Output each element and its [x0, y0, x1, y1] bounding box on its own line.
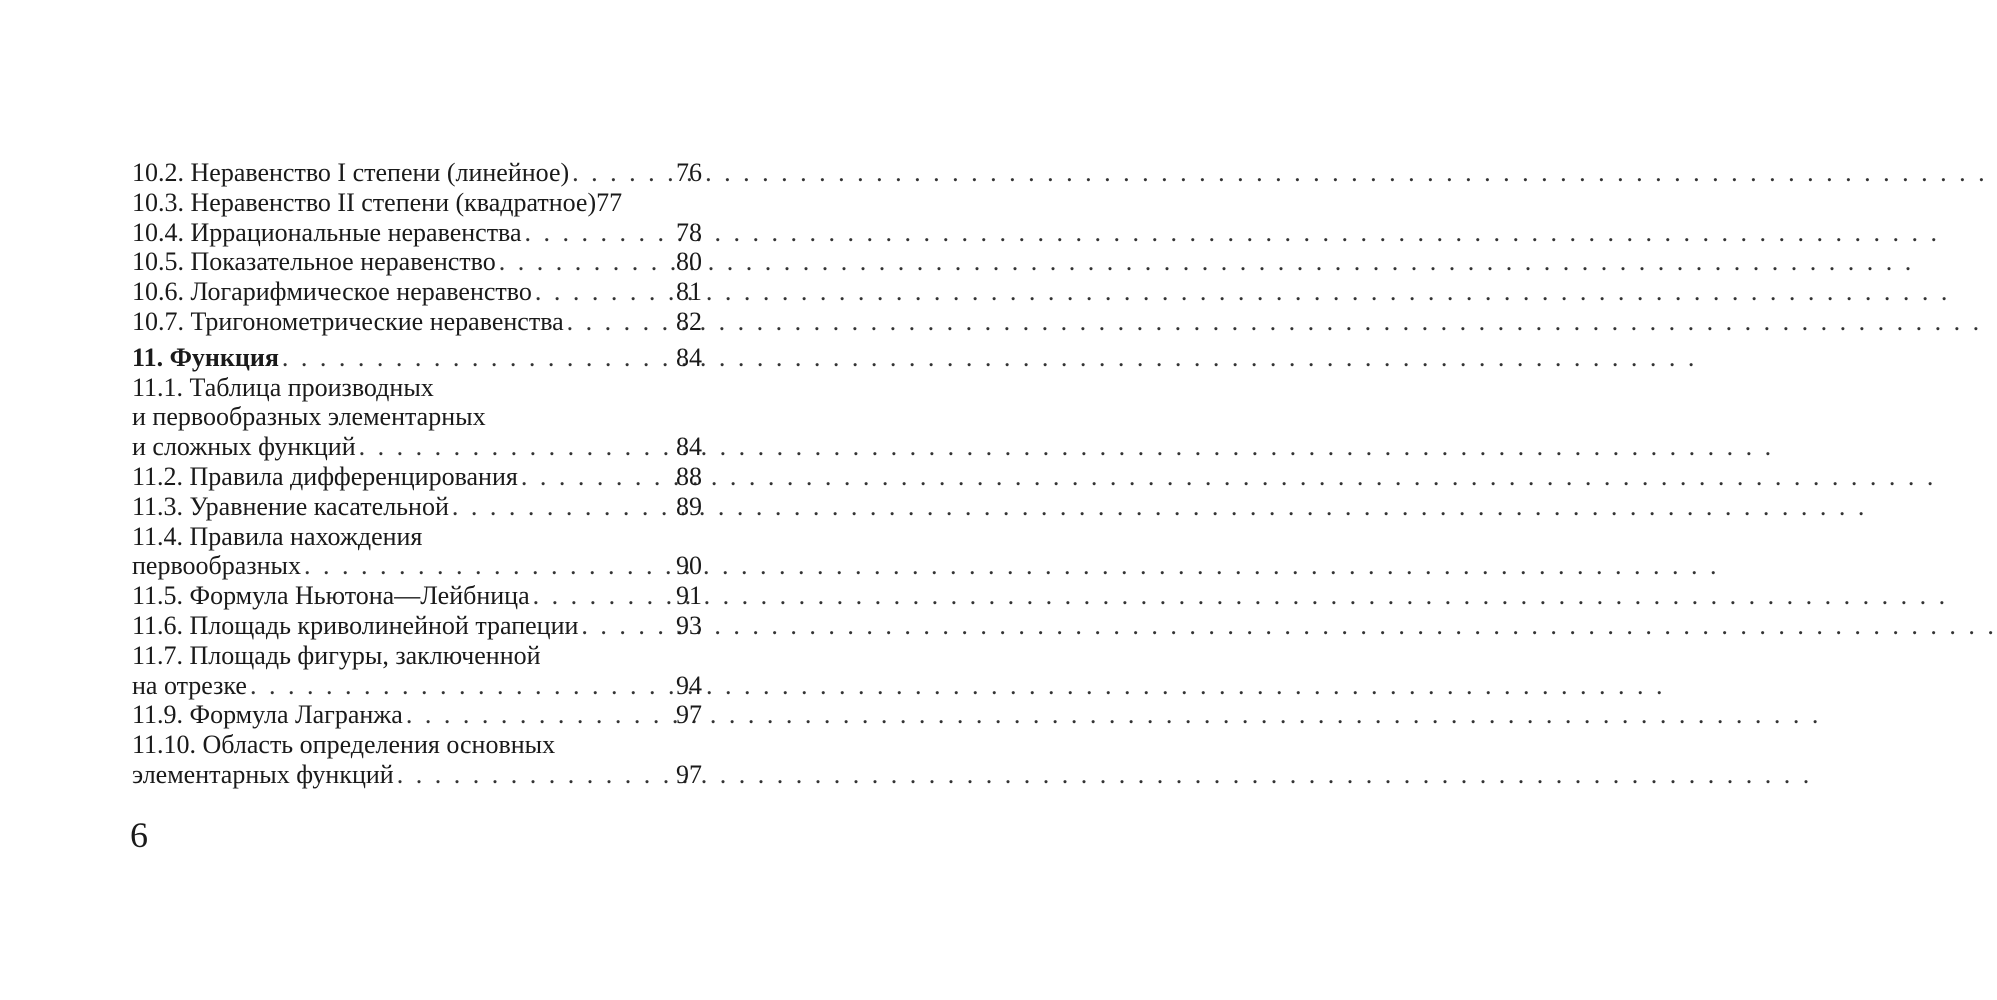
toc-entry[interactable]: [132, 218, 702, 248]
toc-entry-page: 77: [596, 187, 623, 217]
dot-leader: [359, 432, 673, 462]
toc-entry-page: 93: [676, 610, 702, 640]
dot-leader: [397, 760, 673, 790]
toc-entry-title: первообразных: [132, 551, 301, 581]
dot-leader: [499, 247, 673, 277]
toc-entry-page: 84: [676, 432, 702, 462]
toc-entry[interactable]: [132, 158, 702, 188]
toc-entry-page: 80: [676, 247, 702, 277]
dot-leader: [452, 492, 673, 522]
toc-entry-title: и сложных функций: [132, 432, 356, 462]
toc-entry-title: 10.6. Логарифмическое неравенство: [132, 277, 532, 307]
page-number: 6: [130, 815, 148, 855]
toc-entry-title: 11.9. Формула Лагранжа: [132, 700, 403, 730]
toc-entry[interactable]: [132, 492, 702, 522]
toc-entry-page: 82: [676, 306, 702, 336]
toc-entry[interactable]: [132, 700, 702, 730]
toc-entry-page: 91: [676, 581, 702, 611]
toc-entry[interactable]: [132, 373, 702, 403]
toc-entry-title: 10.2. Неравенство I степени (линейное): [132, 158, 570, 187]
toc-entry-page: 89: [676, 491, 702, 521]
toc-entry[interactable]: [132, 611, 702, 641]
toc-entry-page: 90: [676, 551, 702, 581]
toc-entry[interactable]: [132, 247, 702, 277]
dot-leader: [304, 551, 673, 581]
toc-entry[interactable]: [132, 462, 702, 492]
toc-entry-title: 10.4. Иррациональные неравенства: [132, 217, 522, 247]
dot-leader: [250, 671, 673, 701]
toc-entry-title: 11. Функция: [132, 342, 279, 372]
toc-entry-title: 11.10. Область определения основных: [132, 730, 556, 760]
dot-leader: [521, 462, 673, 492]
dot-leader: [567, 307, 673, 337]
dot-leader: [581, 611, 673, 641]
toc-entry-title: элементарных функций: [132, 759, 394, 789]
toc-entry-title: 10.5. Показательное неравенство: [132, 247, 496, 277]
dot-leader: [533, 581, 673, 611]
dot-leader: [282, 343, 673, 373]
toc-entry[interactable]: [132, 581, 702, 611]
toc-entry-title: 11.3. Уравнение касательной: [132, 491, 449, 521]
toc-entry-title: 11.5. Формула Ньютона—Лейбница: [132, 581, 530, 611]
toc-entry[interactable]: [132, 641, 702, 671]
toc-entry-page: 84: [676, 342, 702, 372]
toc-entry-title: 10.7. Тригонометрические неравенства: [132, 306, 564, 336]
toc-entry-continuation[interactable]: [132, 760, 702, 790]
toc-entry-continuation[interactable]: [132, 551, 702, 581]
toc-entry-page: 94: [676, 670, 702, 700]
toc-entry-page: 97: [676, 700, 702, 730]
toc-entry-title: 11.1. Таблица производных: [132, 372, 434, 402]
toc-entry-page: 97: [676, 759, 702, 789]
dot-leader: [535, 277, 673, 307]
toc-entry[interactable]: [132, 522, 702, 552]
dot-leader: [406, 700, 673, 730]
dot-leader: [572, 158, 673, 188]
toc-entry-title: 11.7. Площадь фигуры, заключенной: [132, 640, 541, 670]
toc-entry-title: 10.3. Неравенство II степени (квадратное): [132, 187, 597, 217]
toc-entry-page: 76: [676, 158, 702, 187]
table-of-contents: [132, 158, 702, 790]
toc-entry-continuation[interactable]: [132, 432, 702, 462]
toc-entry-title: 11.4. Правила нахождения: [132, 521, 423, 551]
dot-leader: [525, 218, 673, 248]
toc-entry[interactable]: [132, 277, 702, 307]
toc-entry-page: 78: [676, 217, 702, 247]
toc-entry-title: 11.6. Площадь криволинейной трапеции: [132, 610, 579, 640]
toc-entry-page: 88: [676, 461, 702, 491]
toc-entry-title: и первообразных элементарных: [132, 402, 486, 432]
toc-entry[interactable]: [132, 188, 702, 218]
toc-entry-title: на отрезке: [132, 670, 247, 700]
toc-entry-page: 81: [676, 277, 702, 307]
toc-entry-continuation[interactable]: [132, 402, 702, 432]
toc-entry[interactable]: [132, 730, 702, 760]
toc-entry[interactable]: [132, 307, 702, 337]
toc-entry-title: 11.2. Правила дифференцирования: [132, 461, 518, 491]
toc-entry-continuation[interactable]: [132, 671, 702, 701]
toc-section-heading[interactable]: [132, 343, 702, 373]
